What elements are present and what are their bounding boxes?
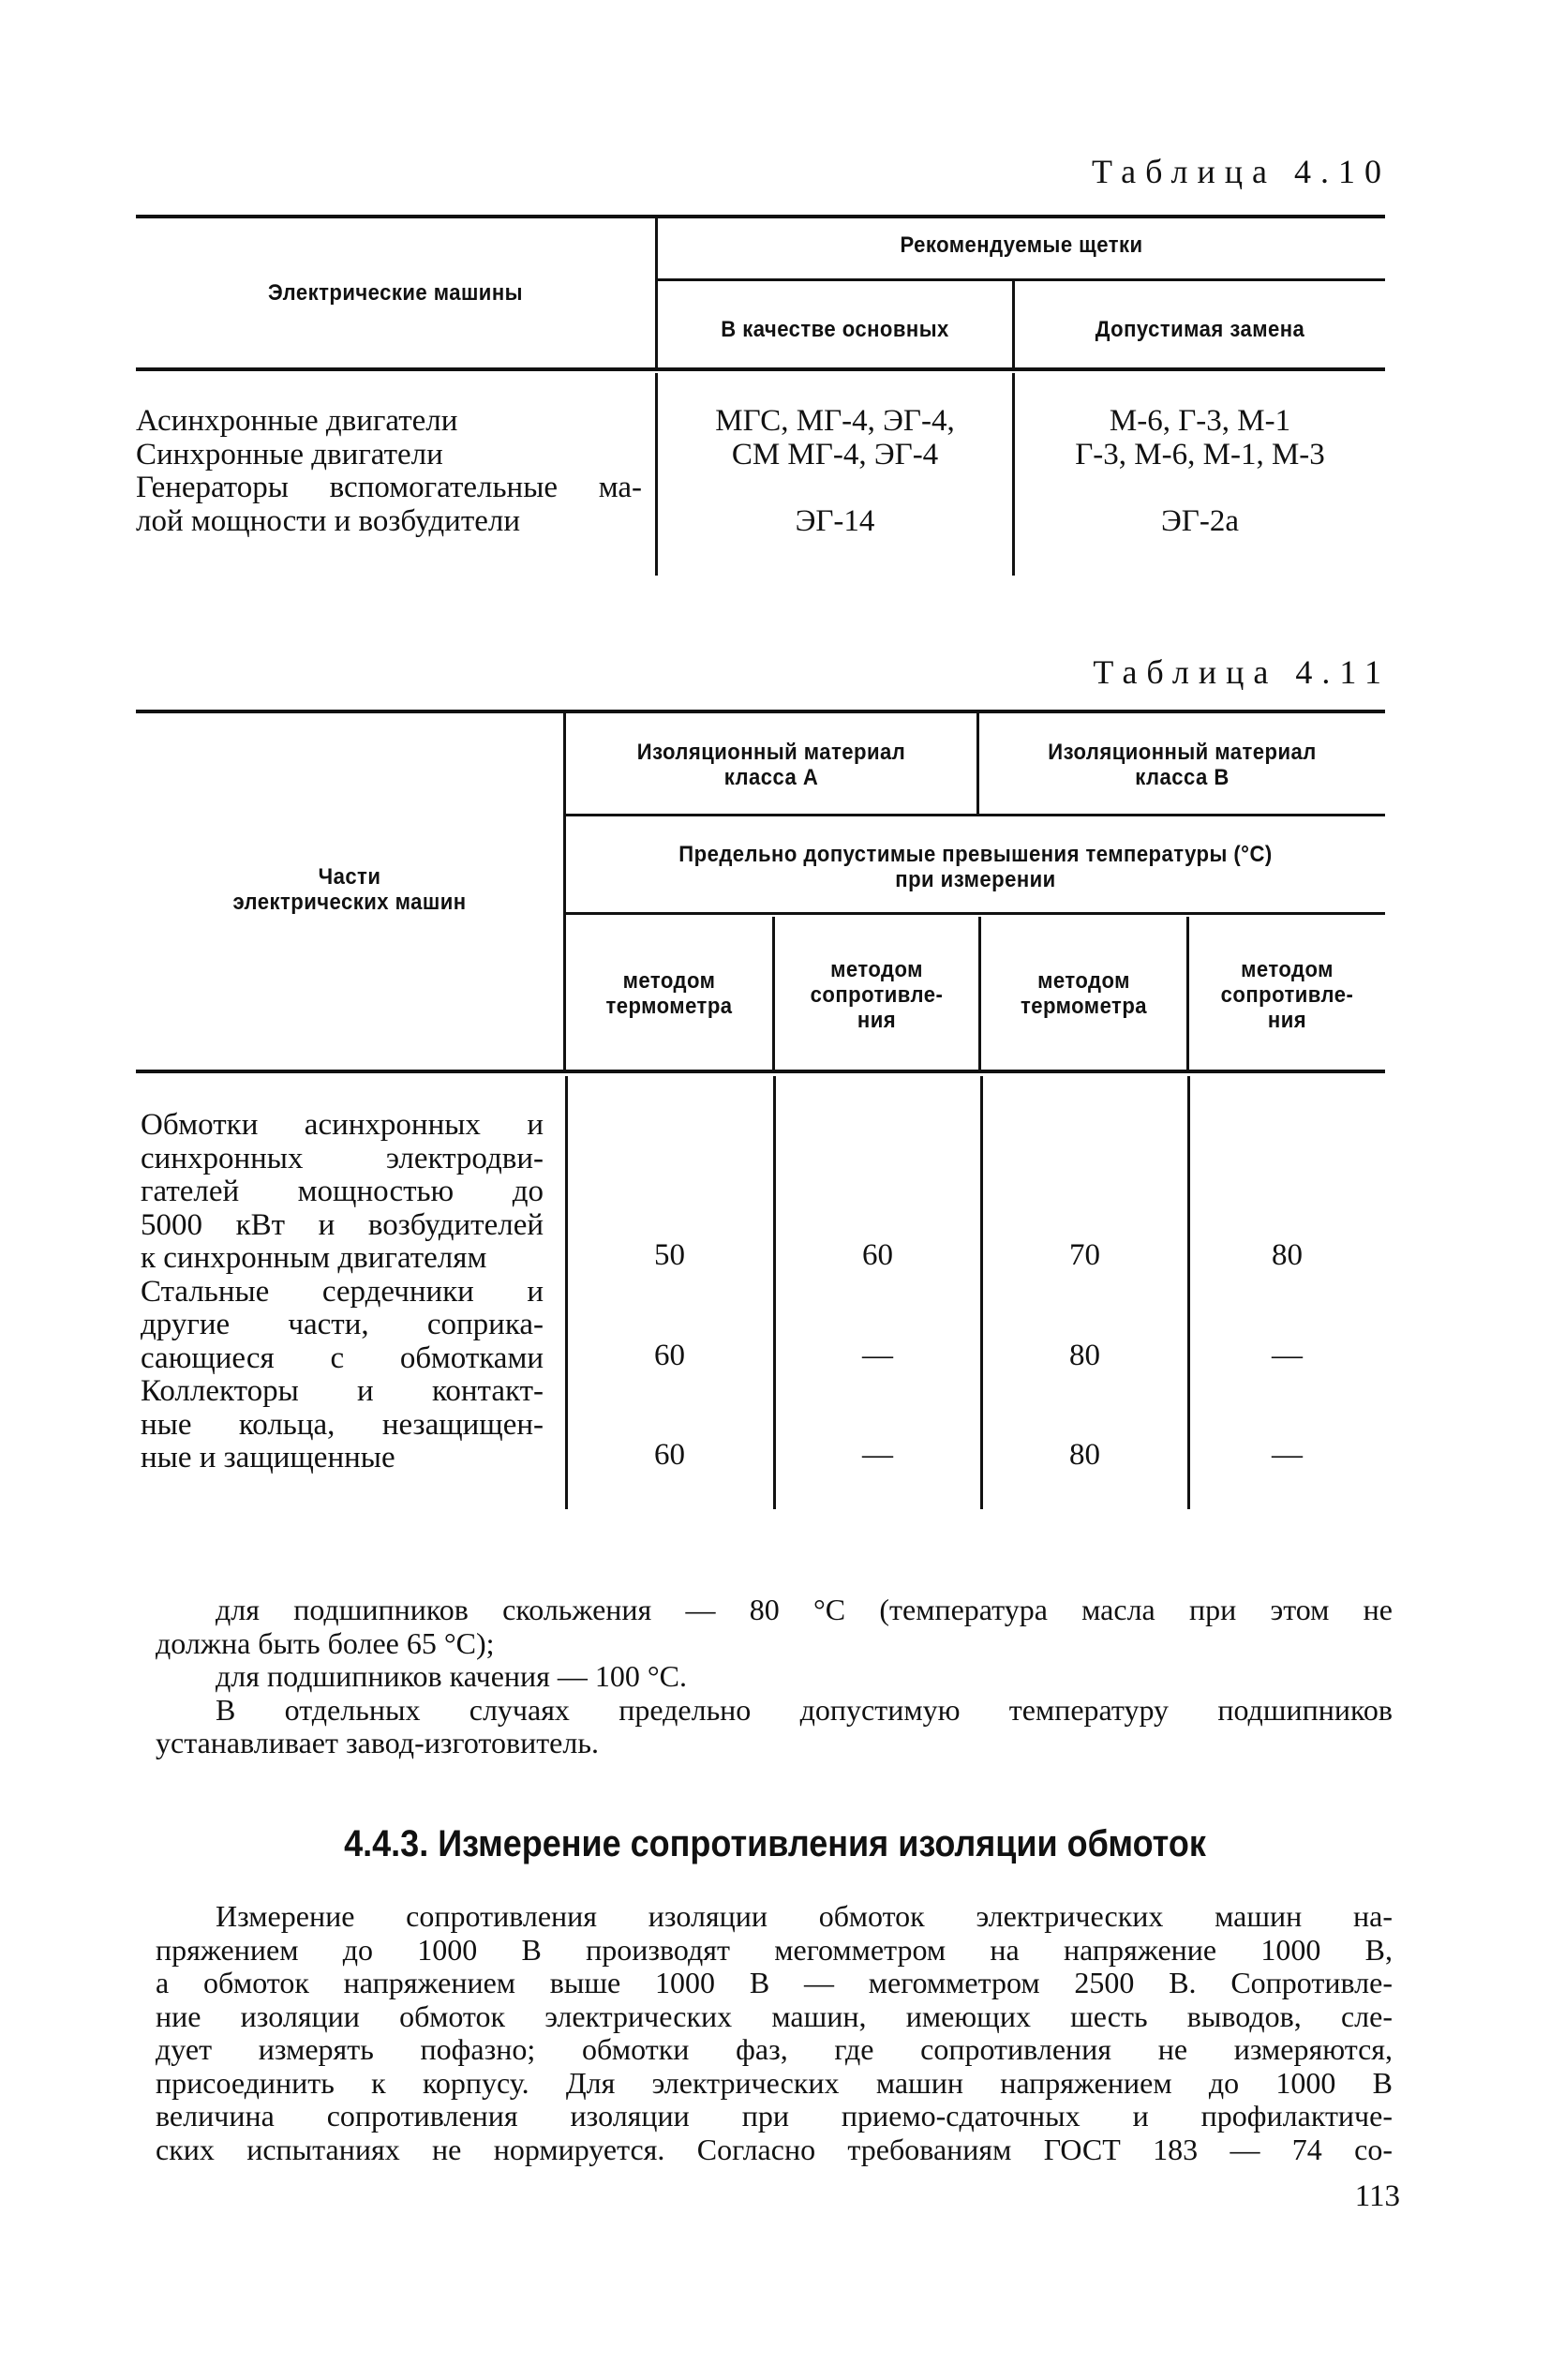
header-class-b (995, 740, 1368, 790)
header-line: термометра (1020, 994, 1148, 1019)
header-line: класса В (1135, 765, 1230, 790)
table-cell: 50 (654, 1238, 685, 1272)
parts-line: ные и защищенные (141, 1441, 395, 1474)
table-cell: 70 (1069, 1238, 1100, 1272)
header-line: Изоляционный материал (1048, 740, 1317, 765)
text-line: величина сопротивления изоляции при приемо-сдаточных и профилактиче- (156, 2100, 1393, 2133)
machine-line: лой мощности и возбудители (136, 503, 521, 538)
parts-line: другие части, соприка- (141, 1308, 544, 1341)
text-line: присоединить к корпусу. Для электрических машин напряжением до 1000 В (156, 2066, 1393, 2100)
table-cell: — (862, 1339, 893, 1372)
main-brush-line: МГС, МГ-4, ЭГ-4, (715, 404, 955, 438)
header-thermo-b (990, 968, 1178, 1019)
table-rule (136, 710, 1385, 713)
parts-line: сающиеся с обмотками (141, 1340, 544, 1375)
parts-line: к синхронным двигателям (141, 1241, 487, 1275)
header-line: Изоляционный материал (636, 740, 906, 765)
page-number: 113 (1354, 2179, 1400, 2213)
header-parts-line: Части (318, 864, 381, 890)
header-resist-a (783, 957, 971, 1033)
alt-brush-line: М-6, Г-3, М-1 (1109, 404, 1291, 438)
text-line: ских испытаниях не нормируется. Согласно требованиям ГОСТ 183 — 74 со- (156, 2133, 1393, 2166)
header-line: методом (1037, 968, 1130, 994)
column-divider (772, 917, 775, 1070)
text-line: Измерение сопротивления изоляции обмоток электрических машин на- (216, 1900, 1393, 1933)
column-divider (976, 713, 979, 814)
header-line: Предельно допустимые превышения температуры (°C) (678, 842, 1273, 867)
header-line: ния (1267, 1008, 1307, 1033)
header-line: термометра (605, 994, 733, 1019)
header-alt: Допустимая замена (1095, 317, 1305, 342)
section-heading: 4.4.3. Измерение сопротивления изоляции обмоток (344, 1823, 1206, 1864)
column-divider (978, 917, 981, 1070)
header-line: класса А (723, 765, 819, 790)
header-machines: Электрические машины (268, 280, 523, 306)
text-line: дует измерять пофазно; обмотки фаз, где сопротивления не измеряются, (156, 2033, 1393, 2066)
table-cell: 80 (1069, 1339, 1100, 1372)
table-4-11-caption: Таблица 4.11 (1093, 653, 1391, 691)
header-line: сопротивле- (810, 982, 944, 1008)
text-line: пряжением до 1000 В производят мегомметром на напряжение 1000 В, (156, 1933, 1393, 1967)
column-divider (655, 218, 658, 367)
table-cell: — (1272, 1438, 1303, 1472)
parts-line: Стальные сердечники и (141, 1274, 544, 1309)
alt-brushes-cell (1015, 405, 1385, 538)
machine-line: Генераторы вспомогательные ма- (136, 471, 642, 504)
header-line: ния (857, 1008, 897, 1033)
table-cell: 60 (654, 1438, 685, 1472)
header-line: методом (1241, 957, 1334, 982)
header-line: сопротивле- (1220, 982, 1354, 1008)
table-rule (136, 1070, 1385, 1073)
main-brushes-cell (658, 405, 1012, 538)
table-cell: — (862, 1438, 893, 1472)
alt-brush-line: Г-3, М-6, М-1, М-3 (1075, 437, 1325, 472)
parts-line: синхронных электродви- (141, 1141, 544, 1175)
main-brush-line: СМ МГ-4, ЭГ-4 (731, 437, 939, 472)
text-line: ние изоляции обмоток электрических машин, имеющих шесть выводов, сле- (156, 1999, 1393, 2033)
table-cell: 80 (1069, 1438, 1100, 1472)
table-rule (564, 912, 1385, 915)
machine-line: Синхронные двигатели (136, 437, 443, 472)
column-divider (1012, 281, 1015, 367)
header-parts (153, 864, 546, 915)
parts-line: гателей мощностью до (141, 1175, 544, 1208)
machine-line: Асинхронные двигатели (136, 404, 458, 438)
header-line: при измерении (895, 867, 1056, 892)
header-line: методом (830, 957, 923, 982)
header-limits (599, 842, 1352, 892)
table-rule (136, 367, 1385, 371)
header-resist-b (1197, 957, 1377, 1033)
table-rule (656, 278, 1385, 281)
text-line: должна быть более 65 °C); (156, 1626, 495, 1660)
main-brush-line: ЭГ-14 (795, 503, 875, 538)
table-rule (564, 814, 1385, 816)
machines-cell (136, 405, 642, 538)
text-line: устанавливает завод-изготовитель. (156, 1727, 599, 1759)
header-main: В качестве основных (721, 317, 949, 342)
parts-line: Коллекторы и контакт- (141, 1374, 544, 1408)
table-rule (136, 215, 1385, 218)
table-cell: 60 (654, 1339, 685, 1372)
header-class-a (583, 740, 961, 790)
parts-line: 5000 кВт и возбудителей (141, 1207, 544, 1242)
header-brushes: Рекомендуемые щетки (900, 232, 1143, 258)
text-line: а обмоток напряжением выше 1000 В — мегомметром 2500 В. Сопротивле- (156, 1967, 1393, 1999)
paragraph-bearings (156, 1594, 1393, 1760)
column-divider (1186, 917, 1189, 1070)
parts-line: ные кольца, незащищен- (141, 1407, 544, 1442)
text-line: В отдельных случаях предельно допустимую температуру подшипников (216, 1693, 1393, 1727)
table-cell: 60 (862, 1238, 893, 1272)
header-thermo-a (574, 968, 764, 1019)
text-line: для подшипников скольжения — 80 °C (температура масла при этом не (216, 1594, 1393, 1626)
table-cell: 80 (1272, 1238, 1303, 1272)
parts-line: Обмотки асинхронных и (141, 1108, 544, 1142)
table-cell: — (1272, 1339, 1303, 1372)
header-line: методом (622, 968, 716, 994)
header-parts-line: электрических машин (232, 890, 467, 915)
table-4-10-caption: Таблица 4.10 (1092, 153, 1391, 190)
column-divider (563, 713, 566, 1070)
alt-brush-line: ЭГ-2а (1161, 503, 1239, 538)
text-line: для подшипников качения — 100 °C. (216, 1660, 688, 1693)
paragraph-insulation (156, 1900, 1393, 2166)
parts-cell (141, 1109, 544, 1475)
